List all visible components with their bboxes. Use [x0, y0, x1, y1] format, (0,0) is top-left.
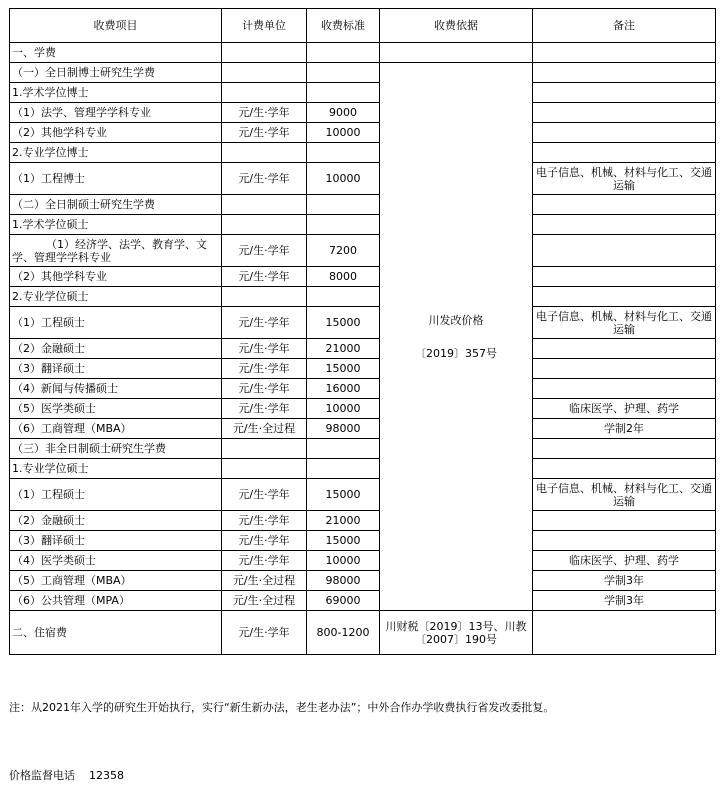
header-fee-item: 收费项目 — [10, 9, 222, 43]
row-unit — [222, 143, 307, 163]
table-row — [10, 215, 716, 235]
table-row — [10, 163, 716, 195]
basis-spacer — [382, 327, 530, 347]
row-unit: 元/生·学年 — [222, 123, 307, 143]
row-note — [533, 511, 716, 531]
table-row — [10, 103, 716, 123]
row-fee — [307, 439, 380, 459]
row-fee — [307, 459, 380, 479]
row-fee: 15000 — [307, 307, 380, 339]
row-fee — [307, 287, 380, 307]
table-row — [10, 551, 716, 571]
row-unit: 元/生·学年 — [222, 399, 307, 419]
row-fee — [307, 195, 380, 215]
basis-main — [380, 63, 533, 611]
row-note: 学制3年 — [533, 571, 716, 591]
row-fee: 21000 — [307, 511, 380, 531]
row-fee: 21000 — [307, 339, 380, 359]
table-row — [10, 339, 716, 359]
row-item: （三）非全日制硕士研究生学费 — [10, 439, 222, 459]
row-note: 电子信息、机械、材料与化工、交通运输 — [533, 307, 716, 339]
table-header-row — [10, 9, 716, 43]
row-item: 1.学术学位硕士 — [10, 215, 222, 235]
row-fee: 15000 — [307, 479, 380, 511]
row-item: （3）翻译硕士 — [10, 359, 222, 379]
row-note — [533, 123, 716, 143]
header-note: 备注 — [533, 9, 716, 43]
row-unit: 元/生·全过程 — [222, 419, 307, 439]
row-note — [533, 359, 716, 379]
table-row — [10, 123, 716, 143]
row-note — [533, 531, 716, 551]
row-unit: 元/生·学年 — [222, 307, 307, 339]
table-row — [10, 439, 716, 459]
row-fee: 800-1200 — [307, 611, 380, 655]
row-note — [533, 43, 716, 63]
basis-accommodation-line1: 川财税〔2019〕13号、川教 — [385, 619, 527, 633]
row-fee: 15000 — [307, 359, 380, 379]
row-fee — [307, 143, 380, 163]
table-row — [10, 571, 716, 591]
table-row-accommodation — [10, 611, 716, 655]
row-item: （5）医学类硕士 — [10, 399, 222, 419]
row-fee — [307, 83, 380, 103]
row-unit — [222, 43, 307, 63]
row-item: （6）工商管理（MBA） — [10, 419, 222, 439]
row-unit — [222, 83, 307, 103]
header-basis: 收费依据 — [380, 9, 533, 43]
basis-accommodation-line2: 〔2007〕190号 — [415, 632, 497, 646]
table-row — [10, 511, 716, 531]
hotline-number: 12358 — [89, 769, 124, 782]
table-row — [10, 399, 716, 419]
row-item: （2）金融硕士 — [10, 511, 222, 531]
row-item: （6）公共管理（MPA） — [10, 591, 222, 611]
row-item: （一）全日制博士研究生学费 — [10, 63, 222, 83]
table-row — [10, 43, 716, 63]
row-item: 2.专业学位硕士 — [10, 287, 222, 307]
row-note — [533, 287, 716, 307]
row-item: 1.专业学位硕士 — [10, 459, 222, 479]
row-note: 学制3年 — [533, 591, 716, 611]
row-note — [533, 339, 716, 359]
row-unit — [222, 459, 307, 479]
table-row — [10, 235, 716, 267]
row-note: 临床医学、护理、药学 — [533, 551, 716, 571]
table-row — [10, 479, 716, 511]
row-unit: 元/生·学年 — [222, 235, 307, 267]
row-item: （4）医学类硕士 — [10, 551, 222, 571]
row-fee — [307, 43, 380, 63]
row-note — [533, 235, 716, 267]
row-fee — [307, 215, 380, 235]
footnote: 注：从2021年入学的研究生开始执行，实行“新生新办法，老生老办法”；中外合作办学收费执行省发改委批复。 — [9, 701, 555, 714]
table-row — [10, 63, 716, 83]
table-row — [10, 591, 716, 611]
row-basis — [380, 611, 533, 655]
table-row — [10, 143, 716, 163]
row-unit: 元/生·学年 — [222, 379, 307, 399]
row-unit: 元/生·全过程 — [222, 591, 307, 611]
row-item: （1）工程硕士 — [10, 479, 222, 511]
row-item: （5）工商管理（MBA） — [10, 571, 222, 591]
row-fee: 9000 — [307, 103, 380, 123]
hotline-label: 价格监督电话 — [9, 769, 75, 782]
table-row — [10, 287, 716, 307]
row-unit: 元/生·学年 — [222, 103, 307, 123]
row-unit — [222, 439, 307, 459]
row-item: （3）翻译硕士 — [10, 531, 222, 551]
row-item: 2.专业学位博士 — [10, 143, 222, 163]
row-item: （1）工程硕士 — [10, 307, 222, 339]
row-unit: 元/生·学年 — [222, 339, 307, 359]
row-unit — [222, 215, 307, 235]
row-item: （2）其他学科专业 — [10, 123, 222, 143]
row-unit: 元/生·全过程 — [222, 571, 307, 591]
row-unit — [222, 63, 307, 83]
row-note — [533, 103, 716, 123]
row-note — [533, 215, 716, 235]
row-note — [533, 611, 716, 655]
basis-main-line2: 〔2019〕357号 — [415, 346, 497, 360]
row-unit: 元/生·学年 — [222, 359, 307, 379]
row-unit: 元/生·学年 — [222, 479, 307, 511]
table-row — [10, 531, 716, 551]
row-item: 二、住宿费 — [10, 611, 222, 655]
row-item: 1.学术学位博士 — [10, 83, 222, 103]
row-unit: 元/生·学年 — [222, 267, 307, 287]
row-note: 学制2年 — [533, 419, 716, 439]
row-fee: 98000 — [307, 571, 380, 591]
row-fee: 10000 — [307, 163, 380, 195]
row-unit: 元/生·学年 — [222, 163, 307, 195]
row-item: 一、学费 — [10, 43, 222, 63]
row-fee: 10000 — [307, 399, 380, 419]
table-row — [10, 83, 716, 103]
row-fee: 7200 — [307, 235, 380, 267]
row-fee: 69000 — [307, 591, 380, 611]
row-fee: 8000 — [307, 267, 380, 287]
row-unit: 元/生·学年 — [222, 531, 307, 551]
row-note — [533, 379, 716, 399]
row-note: 电子信息、机械、材料与化工、交通运输 — [533, 479, 716, 511]
table-row — [10, 359, 716, 379]
row-item: （1）经济学、法学、教育学、文学、管理学学科专业 — [10, 235, 222, 267]
table-row — [10, 419, 716, 439]
row-note — [533, 439, 716, 459]
row-item: （1）工程博士 — [10, 163, 222, 195]
row-note — [533, 459, 716, 479]
basis-main-line1: 川发改价格 — [428, 313, 484, 327]
row-item: （1）法学、管理学学科专业 — [10, 103, 222, 123]
row-fee: 10000 — [307, 123, 380, 143]
row-item: （2）其他学科专业 — [10, 267, 222, 287]
row-fee: 16000 — [307, 379, 380, 399]
row-unit: 元/生·学年 — [222, 551, 307, 571]
row-fee: 15000 — [307, 531, 380, 551]
table-row — [10, 195, 716, 215]
row-fee: 98000 — [307, 419, 380, 439]
table-row — [10, 307, 716, 339]
row-note — [533, 267, 716, 287]
row-item: （4）新闻与传播硕士 — [10, 379, 222, 399]
header-unit: 计费单位 — [222, 9, 307, 43]
row-fee — [307, 63, 380, 83]
price-hotline — [9, 767, 124, 783]
row-note: 临床医学、护理、药学 — [533, 399, 716, 419]
row-unit: 元/生·学年 — [222, 511, 307, 531]
row-note — [533, 195, 716, 215]
row-item: （二）全日制硕士研究生学费 — [10, 195, 222, 215]
row-note — [533, 63, 716, 83]
row-unit: 元/生·学年 — [222, 611, 307, 655]
row-note: 电子信息、机械、材料与化工、交通运输 — [533, 163, 716, 195]
table-row — [10, 379, 716, 399]
row-note — [533, 143, 716, 163]
row-basis-empty — [380, 43, 533, 63]
row-unit — [222, 195, 307, 215]
fee-table — [9, 8, 716, 655]
row-item: （2）金融硕士 — [10, 339, 222, 359]
row-fee: 10000 — [307, 551, 380, 571]
row-unit — [222, 287, 307, 307]
row-note — [533, 83, 716, 103]
table-row — [10, 459, 716, 479]
header-fee-standard: 收费标准 — [307, 9, 380, 43]
table-row — [10, 267, 716, 287]
